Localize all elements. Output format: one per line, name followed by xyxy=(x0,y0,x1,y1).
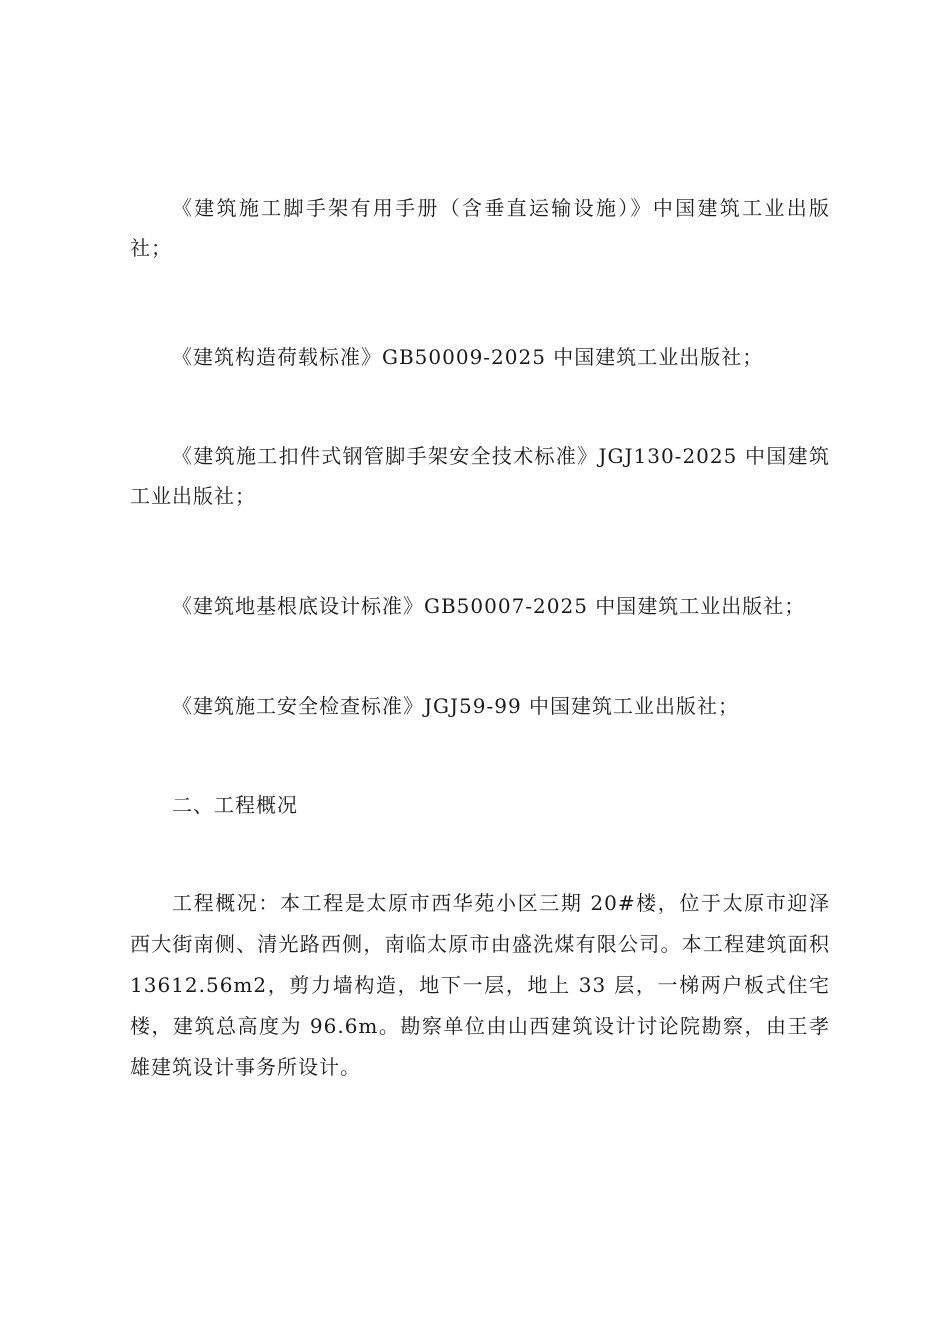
reference-safety-inspection-standard: 《建筑施工安全检查标准》JGJ59-99 中国建筑工业出版社； xyxy=(172,694,740,718)
reference-load-standard: 《建筑构造荷载标准》GB50009-2025 中国建筑工业出版社； xyxy=(172,345,764,369)
reference-scaffold-handbook: 《建筑施工脚手架有用手册（含垂直运输设施）》中国建筑工业出版社； xyxy=(130,196,830,260)
reference-scaffold-safety-standard: 《建筑施工扣件式钢管脚手架安全技术标准》JGJ130-2025 中国建筑工业出版社； xyxy=(130,444,830,508)
section-heading-project-overview: 二、工程概况 xyxy=(172,793,298,817)
reference-foundation-standard: 《建筑地基根底设计标准》GB50007-2025 中国建筑工业出版社； xyxy=(172,594,806,618)
project-overview-paragraph: 工程概况：本工程是太原市西华苑小区三期 20#楼，位于太原市迎泽西大街南侧、清光路西侧，南临太原市由盛洗煤有限公司。本工程建筑面积 13612.56m2，剪力墙构造，地下一层，地上 33 层，一梯两户板式住宅楼，建筑总高度为 96.6m。勘察单位由山西建筑设计讨论院勘察，由王孝雄建筑设计事务所设计。 xyxy=(130,891,830,1079)
